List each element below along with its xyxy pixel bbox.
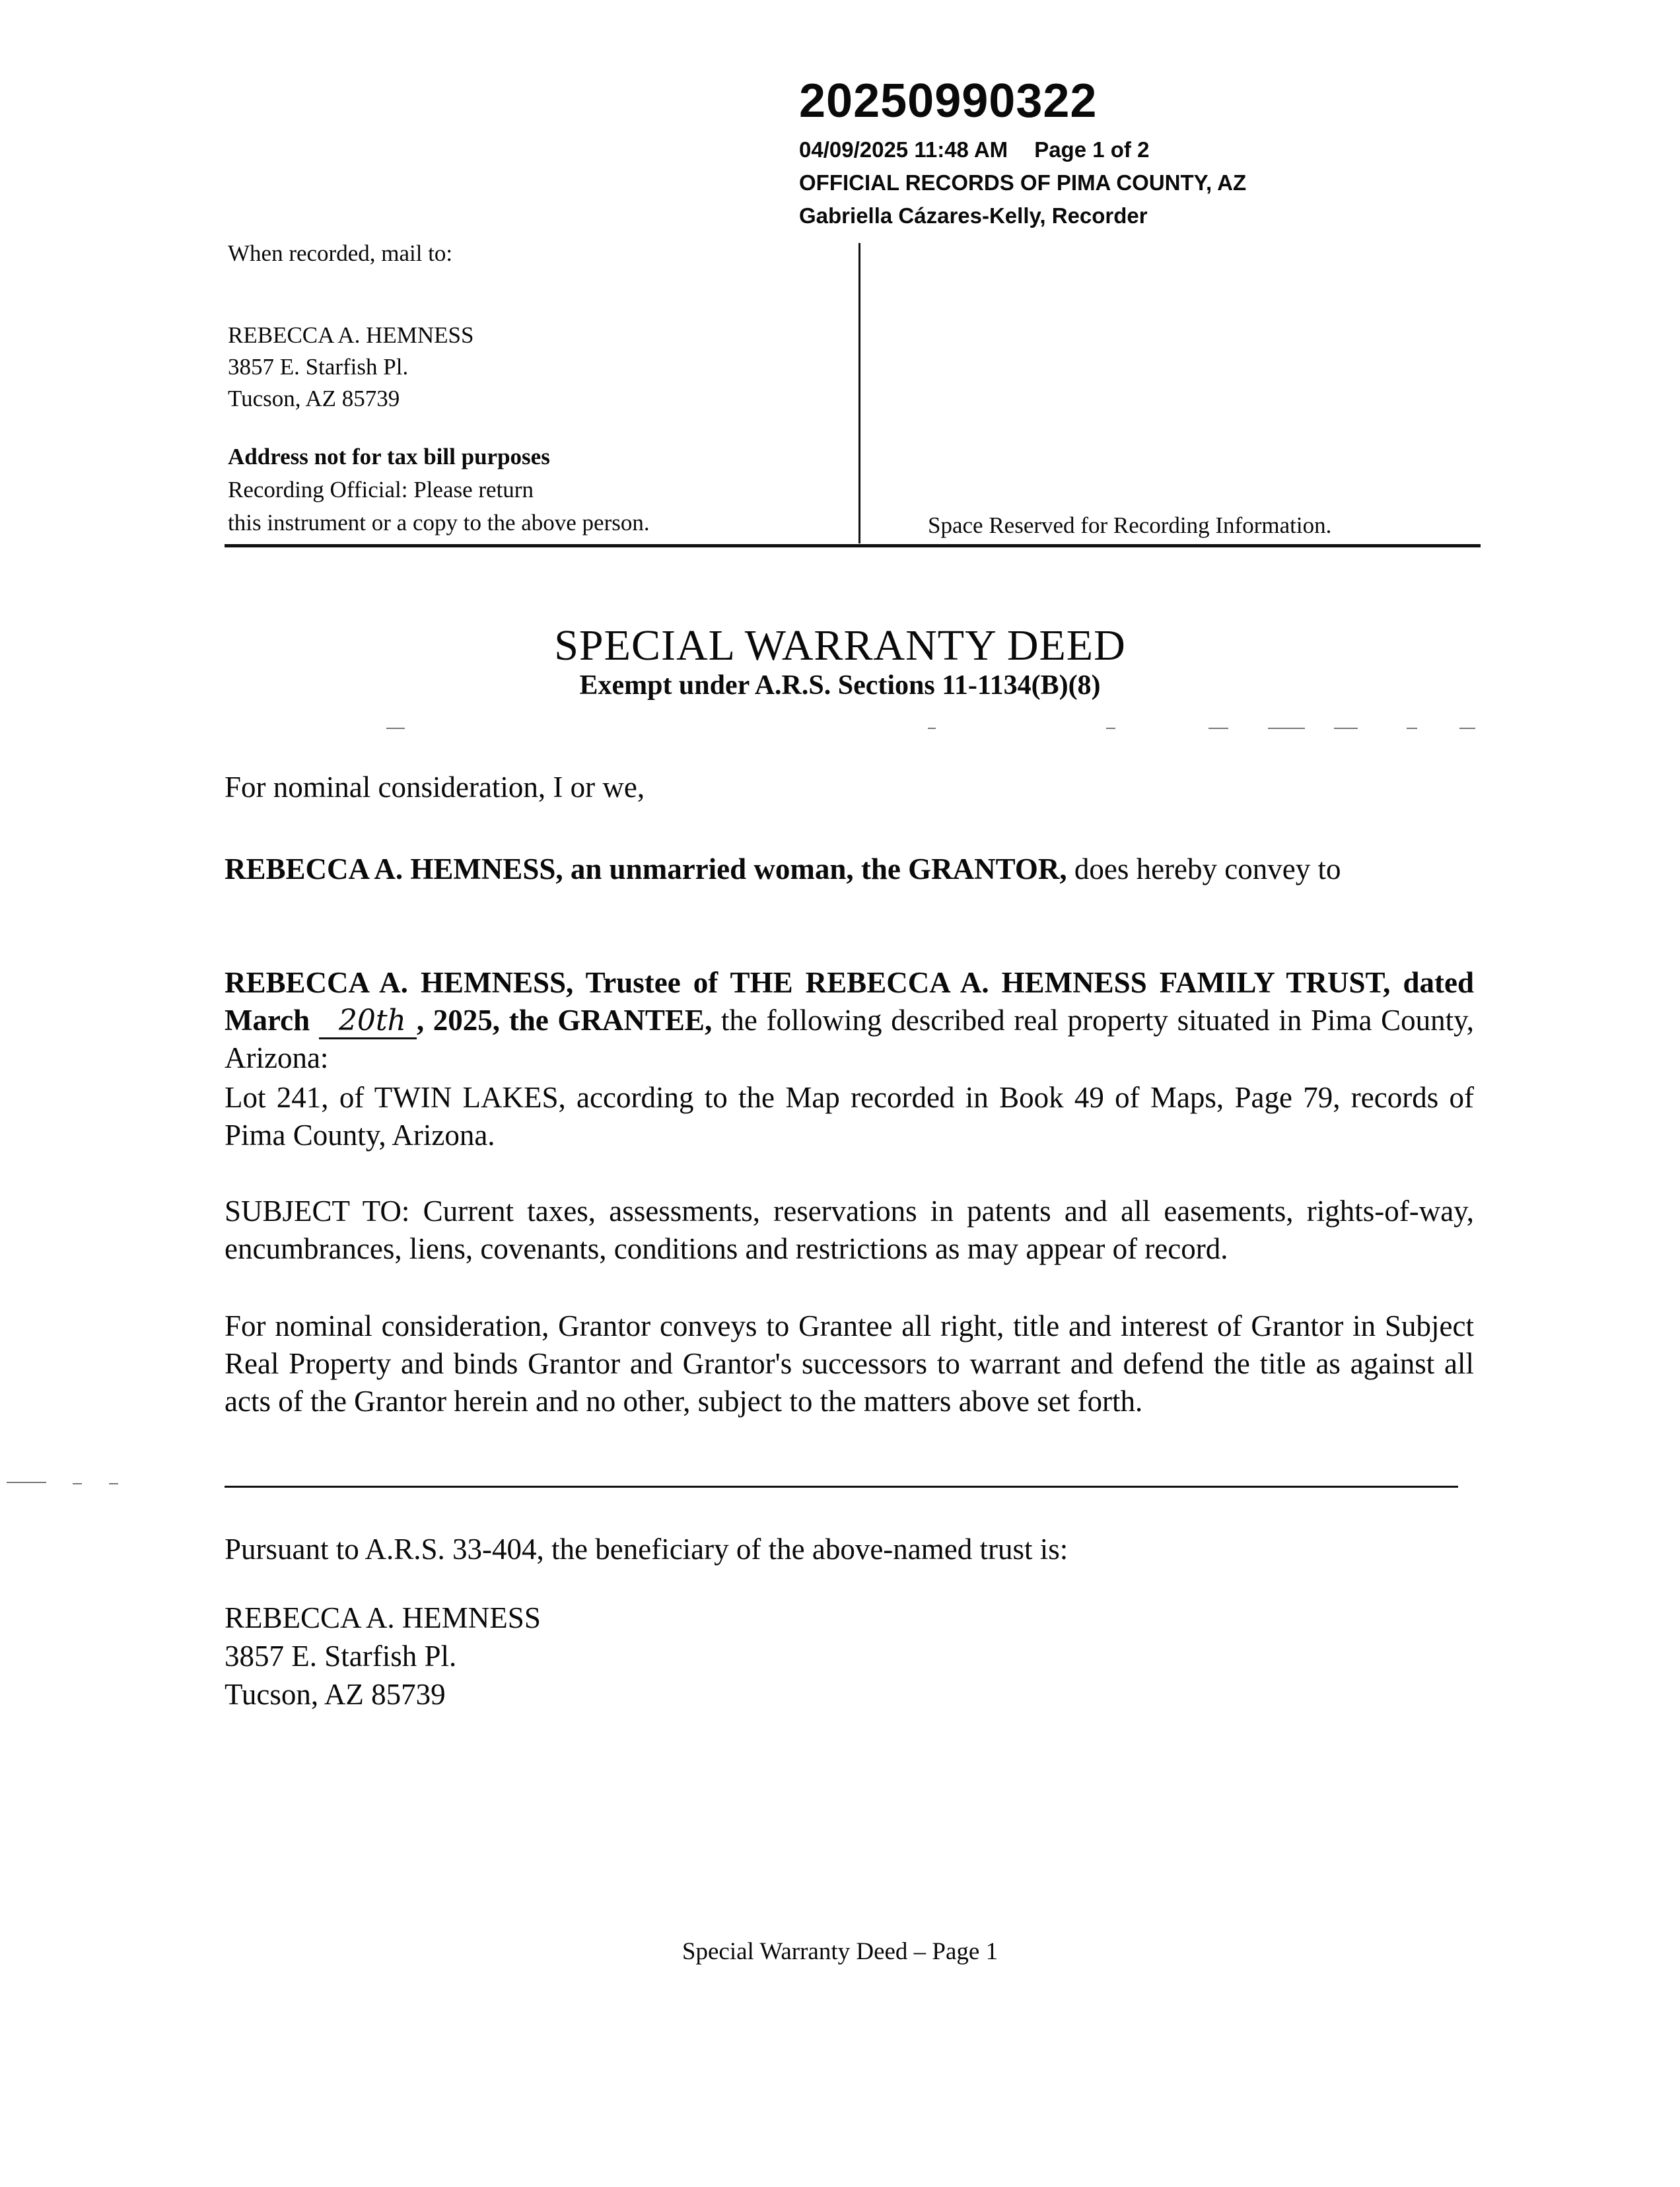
consideration-intro: For nominal consideration, I or we,: [225, 771, 645, 804]
beneficiary-street: 3857 E. Starfish Pl.: [225, 1640, 457, 1673]
grantor-name: REBECCA A. HEMNESS, an unmarried woman, the GRANTOR,: [225, 852, 1067, 885]
return-note-line2: this instrument or a copy to the above person.: [228, 510, 650, 536]
tax-bill-note: Address not for tax bill purposes: [228, 444, 550, 469]
grantee-paragraph: [225, 964, 1474, 1077]
grantor-paragraph: [225, 850, 1474, 888]
mail-to-street: 3857 E. Starfish Pl.: [228, 354, 409, 380]
header-rule: [225, 544, 1481, 547]
recording-number: 20250990322: [799, 75, 1098, 127]
return-note-line1: Recording Official: Please return: [228, 477, 534, 503]
grantee-name: REBECCA A. HEMNESS, Trustee of THE REBECCA A. HEMNESS FAMILY TRUST, dated March: [225, 966, 1474, 1037]
recording-divider: [858, 243, 860, 543]
deed-title: SPECIAL WARRANTY DEED: [554, 621, 1126, 670]
beneficiary-statement: Pursuant to A.R.S. 33-404, the beneficiary of the above-named trust is:: [225, 1533, 1068, 1566]
mail-to-city: Tucson, AZ 85739: [228, 386, 400, 411]
handwritten-date: 20th: [319, 1004, 417, 1039]
section-rule: [225, 1486, 1458, 1488]
recording-datetime-line: [799, 137, 1149, 162]
mail-to-heading: When recorded, mail to:: [228, 240, 453, 266]
space-reserved-label: Space Reserved for Recording Information.: [928, 512, 1332, 538]
page-footer: Special Warranty Deed – Page 1: [682, 1938, 998, 1965]
deed-exemption: Exempt under A.R.S. Sections 11-1134(B)(8): [579, 670, 1101, 701]
grantee-label: , 2025, the GRANTEE,: [416, 1004, 713, 1037]
beneficiary-name: REBECCA A. HEMNESS: [225, 1601, 541, 1634]
beneficiary-city: Tucson, AZ 85739: [225, 1678, 446, 1711]
warranty-clause: For nominal consideration, Grantor conveys to Grantee all right, title and interest of Grantor in Subject Real Property and binds Grantor and Grantor's successors to warrant and defend the title as against all acts of the Grantor herein and no other, subject to the matters above set forth.: [225, 1309, 1474, 1418]
recording-page-info: Page 1 of 2: [1034, 137, 1150, 162]
mail-to-name: REBECCA A. HEMNESS: [228, 322, 474, 348]
recorder-name: Gabriella Cázares-Kelly, Recorder: [799, 203, 1148, 228]
subject-to-clause: SUBJECT TO: Current taxes, assessments, reservations in patents and all easements, rights-of-way, encumbrances, liens, covenants, conditions and restrictions as may appear of record.: [225, 1195, 1474, 1265]
grantor-conveyance: does hereby convey to: [1067, 852, 1341, 885]
recording-datetime: 04/09/2025 11:48 AM: [799, 137, 1008, 162]
recording-office: OFFICIAL RECORDS OF PIMA COUNTY, AZ: [799, 170, 1247, 195]
legal-description: Lot 241, of TWIN LAKES, according to the Map recorded in Book 49 of Maps, Page 79, records of Pima County, Arizona.: [225, 1081, 1474, 1152]
grantee-property: the following described real property situated in Pima County, Arizona:: [225, 1004, 1474, 1074]
